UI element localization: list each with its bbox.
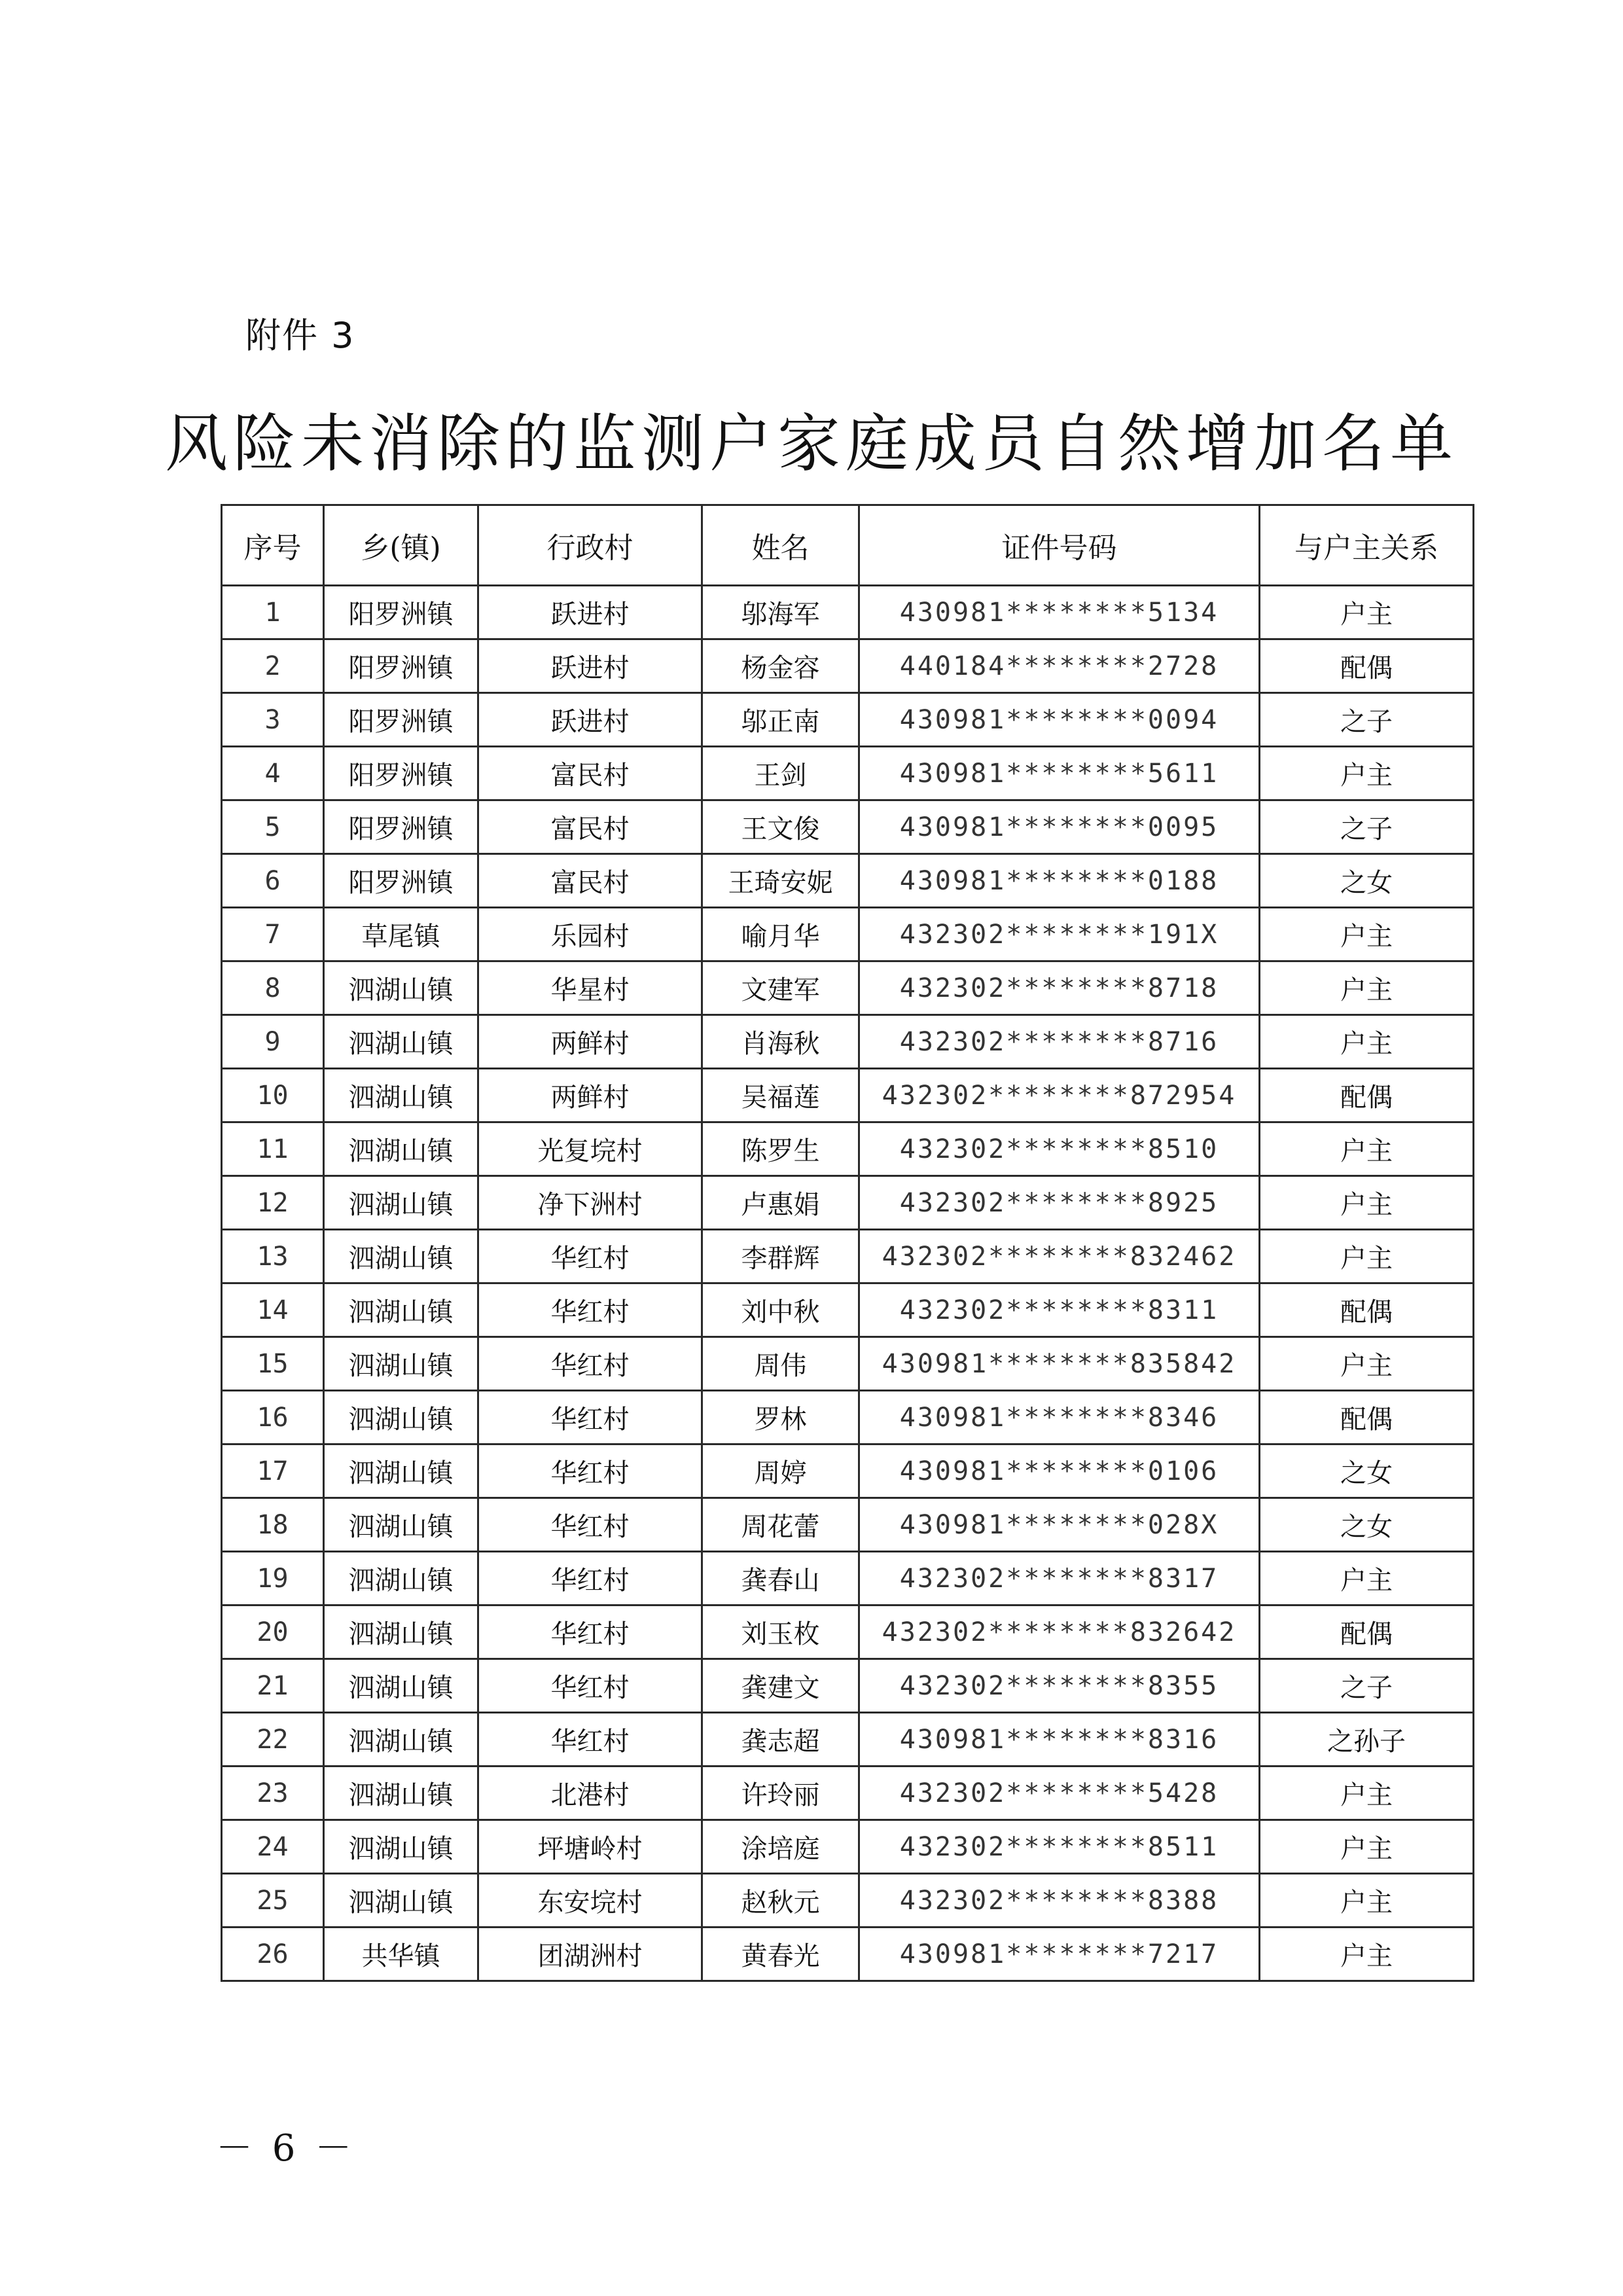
town-cell: 泗湖山镇 [324, 1820, 478, 1874]
relation-cell: 户主 [1260, 1337, 1474, 1391]
town-cell: 阳罗洲镇 [324, 693, 478, 747]
id-number-cell: 430981********0095 [859, 800, 1260, 854]
relation-cell: 配偶 [1260, 1605, 1474, 1659]
id-number-cell: 432302********8925 [859, 1176, 1260, 1230]
village-cell: 华红村 [478, 1659, 702, 1713]
table-row [222, 1337, 1474, 1391]
town-cell: 泗湖山镇 [324, 1176, 478, 1230]
relation-cell: 配偶 [1260, 1391, 1474, 1444]
header-no: 序号 [222, 505, 324, 586]
name-cell: 刘玉枚 [702, 1605, 859, 1659]
relation-cell: 之女 [1260, 1444, 1474, 1498]
row-number-cell: 26 [222, 1928, 324, 1981]
id-number-cell: 432302********8510 [859, 1122, 1260, 1176]
id-number-cell: 432302********5428 [859, 1767, 1260, 1820]
table-row [222, 961, 1474, 1015]
row-number-cell: 19 [222, 1552, 324, 1605]
town-cell: 阳罗洲镇 [324, 854, 478, 908]
row-number-cell: 10 [222, 1069, 324, 1122]
id-number-cell: 432302********8317 [859, 1552, 1260, 1605]
village-cell: 北港村 [478, 1767, 702, 1820]
table-row [222, 639, 1474, 693]
row-number-cell: 16 [222, 1391, 324, 1444]
relation-cell: 户主 [1260, 1015, 1474, 1069]
relation-cell: 户主 [1260, 1767, 1474, 1820]
town-cell: 泗湖山镇 [324, 1713, 478, 1767]
name-cell: 刘中秋 [702, 1283, 859, 1337]
row-number-cell: 13 [222, 1230, 324, 1283]
roster-table [221, 504, 1474, 1982]
table-body [222, 586, 1474, 1981]
relation-cell: 之女 [1260, 1498, 1474, 1552]
table-row [222, 1230, 1474, 1283]
town-cell: 泗湖山镇 [324, 1767, 478, 1820]
name-cell: 黄春光 [702, 1928, 859, 1981]
table-row [222, 1176, 1474, 1230]
town-cell: 泗湖山镇 [324, 1230, 478, 1283]
table-row [222, 1713, 1474, 1767]
row-number-cell: 20 [222, 1605, 324, 1659]
village-cell: 华红村 [478, 1337, 702, 1391]
row-number-cell: 9 [222, 1015, 324, 1069]
name-cell: 杨金容 [702, 639, 859, 693]
name-cell: 王剑 [702, 747, 859, 800]
id-number-cell: 432302********8718 [859, 961, 1260, 1015]
attachment-label: 附件 3 [245, 315, 355, 356]
name-cell: 周婷 [702, 1444, 859, 1498]
name-cell: 涂培庭 [702, 1820, 859, 1874]
id-number-cell: 430981********028X [859, 1498, 1260, 1552]
village-cell: 华红村 [478, 1230, 702, 1283]
relation-cell: 户主 [1260, 1928, 1474, 1981]
table-row [222, 1874, 1474, 1928]
id-number-cell: 430981********835842 [859, 1337, 1260, 1391]
name-cell: 罗林 [702, 1391, 859, 1444]
town-cell: 阳罗洲镇 [324, 747, 478, 800]
name-cell: 龚志超 [702, 1713, 859, 1767]
relation-cell: 户主 [1260, 961, 1474, 1015]
table-row [222, 1605, 1474, 1659]
id-number-cell: 432302********872954 [859, 1069, 1260, 1122]
table-row [222, 1283, 1474, 1337]
village-cell: 华星村 [478, 961, 702, 1015]
town-cell: 泗湖山镇 [324, 1283, 478, 1337]
header-village: 行政村 [478, 505, 702, 586]
town-cell: 泗湖山镇 [324, 1659, 478, 1713]
header-town: 乡(镇) [324, 505, 478, 586]
village-cell: 两鲜村 [478, 1069, 702, 1122]
id-number-cell: 432302********8355 [859, 1659, 1260, 1713]
table-row [222, 1552, 1474, 1605]
town-cell: 泗湖山镇 [324, 1391, 478, 1444]
village-cell: 两鲜村 [478, 1015, 702, 1069]
name-cell: 邬海军 [702, 586, 859, 639]
relation-cell: 之子 [1260, 800, 1474, 854]
relation-cell: 之孙子 [1260, 1713, 1474, 1767]
town-cell: 泗湖山镇 [324, 1552, 478, 1605]
id-number-cell: 430981********8316 [859, 1713, 1260, 1767]
id-number-cell: 432302********191X [859, 908, 1260, 961]
name-cell: 周花蕾 [702, 1498, 859, 1552]
row-number-cell: 23 [222, 1767, 324, 1820]
village-cell: 华红村 [478, 1552, 702, 1605]
town-cell: 泗湖山镇 [324, 1605, 478, 1659]
row-number-cell: 3 [222, 693, 324, 747]
name-cell: 赵秋元 [702, 1874, 859, 1928]
village-cell: 跃进村 [478, 693, 702, 747]
header-name: 姓名 [702, 505, 859, 586]
table-row [222, 1767, 1474, 1820]
town-cell: 泗湖山镇 [324, 961, 478, 1015]
village-cell: 华红村 [478, 1283, 702, 1337]
relation-cell: 之子 [1260, 693, 1474, 747]
id-number-cell: 430981********5134 [859, 586, 1260, 639]
table-row [222, 1444, 1474, 1498]
row-number-cell: 6 [222, 854, 324, 908]
town-cell: 泗湖山镇 [324, 1069, 478, 1122]
relation-cell: 配偶 [1260, 1283, 1474, 1337]
id-number-cell: 430981********0094 [859, 693, 1260, 747]
name-cell: 许玲丽 [702, 1767, 859, 1820]
relation-cell: 户主 [1260, 1122, 1474, 1176]
town-cell: 阳罗洲镇 [324, 800, 478, 854]
id-number-cell: 430981********0188 [859, 854, 1260, 908]
row-number-cell: 15 [222, 1337, 324, 1391]
table-row [222, 800, 1474, 854]
town-cell: 泗湖山镇 [324, 1337, 478, 1391]
row-number-cell: 11 [222, 1122, 324, 1176]
village-cell: 乐园村 [478, 908, 702, 961]
table-header-row [222, 505, 1474, 586]
name-cell: 邬正南 [702, 693, 859, 747]
relation-cell: 户主 [1260, 747, 1474, 800]
row-number-cell: 14 [222, 1283, 324, 1337]
table-row [222, 1498, 1474, 1552]
village-cell: 富民村 [478, 800, 702, 854]
row-number-cell: 17 [222, 1444, 324, 1498]
relation-cell: 之子 [1260, 1659, 1474, 1713]
table-row [222, 1659, 1474, 1713]
table-row [222, 1122, 1474, 1176]
id-number-cell: 430981********0106 [859, 1444, 1260, 1498]
name-cell: 王琦安妮 [702, 854, 859, 908]
id-number-cell: 432302********8511 [859, 1820, 1260, 1874]
name-cell: 卢惠娟 [702, 1176, 859, 1230]
table-row [222, 693, 1474, 747]
relation-cell: 户主 [1260, 1552, 1474, 1605]
town-cell: 阳罗洲镇 [324, 639, 478, 693]
town-cell: 阳罗洲镇 [324, 586, 478, 639]
row-number-cell: 8 [222, 961, 324, 1015]
name-cell: 肖海秋 [702, 1015, 859, 1069]
village-cell: 净下洲村 [478, 1176, 702, 1230]
relation-cell: 户主 [1260, 1874, 1474, 1928]
table-row [222, 1820, 1474, 1874]
village-cell: 光复垸村 [478, 1122, 702, 1176]
name-cell: 李群辉 [702, 1230, 859, 1283]
row-number-cell: 2 [222, 639, 324, 693]
row-number-cell: 12 [222, 1176, 324, 1230]
id-number-cell: 430981********7217 [859, 1928, 1260, 1981]
village-cell: 富民村 [478, 854, 702, 908]
town-cell: 泗湖山镇 [324, 1015, 478, 1069]
village-cell: 跃进村 [478, 586, 702, 639]
village-cell: 华红村 [478, 1605, 702, 1659]
row-number-cell: 18 [222, 1498, 324, 1552]
table-row [222, 747, 1474, 800]
village-cell: 坪塘岭村 [478, 1820, 702, 1874]
row-number-cell: 4 [222, 747, 324, 800]
id-number-cell: 440184********2728 [859, 639, 1260, 693]
name-cell: 喻月华 [702, 908, 859, 961]
row-number-cell: 25 [222, 1874, 324, 1928]
id-number-cell: 432302********8311 [859, 1283, 1260, 1337]
id-number-cell: 432302********832642 [859, 1605, 1260, 1659]
relation-cell: 户主 [1260, 1230, 1474, 1283]
table-row [222, 1069, 1474, 1122]
row-number-cell: 22 [222, 1713, 324, 1767]
village-cell: 富民村 [478, 747, 702, 800]
page-number: － 6 － [216, 2127, 356, 2170]
table-row [222, 1928, 1474, 1981]
village-cell: 团湖洲村 [478, 1928, 702, 1981]
village-cell: 华红村 [478, 1498, 702, 1552]
table-row [222, 1015, 1474, 1069]
row-number-cell: 1 [222, 586, 324, 639]
village-cell: 华红村 [478, 1444, 702, 1498]
id-number-cell: 432302********8388 [859, 1874, 1260, 1928]
relation-cell: 户主 [1260, 908, 1474, 961]
name-cell: 吴福莲 [702, 1069, 859, 1122]
relation-cell: 配偶 [1260, 1069, 1474, 1122]
name-cell: 文建军 [702, 961, 859, 1015]
name-cell: 周伟 [702, 1337, 859, 1391]
id-number-cell: 432302********8716 [859, 1015, 1260, 1069]
town-cell: 共华镇 [324, 1928, 478, 1981]
relation-cell: 户主 [1260, 586, 1474, 639]
village-cell: 跃进村 [478, 639, 702, 693]
id-number-cell: 430981********8346 [859, 1391, 1260, 1444]
row-number-cell: 7 [222, 908, 324, 961]
table-row [222, 908, 1474, 961]
relation-cell: 户主 [1260, 1176, 1474, 1230]
header-relation: 与户主关系 [1260, 505, 1474, 586]
name-cell: 陈罗生 [702, 1122, 859, 1176]
row-number-cell: 24 [222, 1820, 324, 1874]
village-cell: 东安垸村 [478, 1874, 702, 1928]
header-id-number: 证件号码 [859, 505, 1260, 586]
name-cell: 王文俊 [702, 800, 859, 854]
table-row [222, 1391, 1474, 1444]
name-cell: 龚建文 [702, 1659, 859, 1713]
village-cell: 华红村 [478, 1713, 702, 1767]
relation-cell: 配偶 [1260, 639, 1474, 693]
town-cell: 泗湖山镇 [324, 1444, 478, 1498]
relation-cell: 户主 [1260, 1820, 1474, 1874]
id-number-cell: 432302********832462 [859, 1230, 1260, 1283]
name-cell: 龚春山 [702, 1552, 859, 1605]
row-number-cell: 5 [222, 800, 324, 854]
id-number-cell: 430981********5611 [859, 747, 1260, 800]
table-row [222, 854, 1474, 908]
row-number-cell: 21 [222, 1659, 324, 1713]
document-title: 风险未消除的监测户家庭成员自然增加名单 [165, 407, 1458, 480]
town-cell: 草尾镇 [324, 908, 478, 961]
town-cell: 泗湖山镇 [324, 1122, 478, 1176]
town-cell: 泗湖山镇 [324, 1874, 478, 1928]
table-row [222, 586, 1474, 639]
town-cell: 泗湖山镇 [324, 1498, 478, 1552]
relation-cell: 之女 [1260, 854, 1474, 908]
village-cell: 华红村 [478, 1391, 702, 1444]
